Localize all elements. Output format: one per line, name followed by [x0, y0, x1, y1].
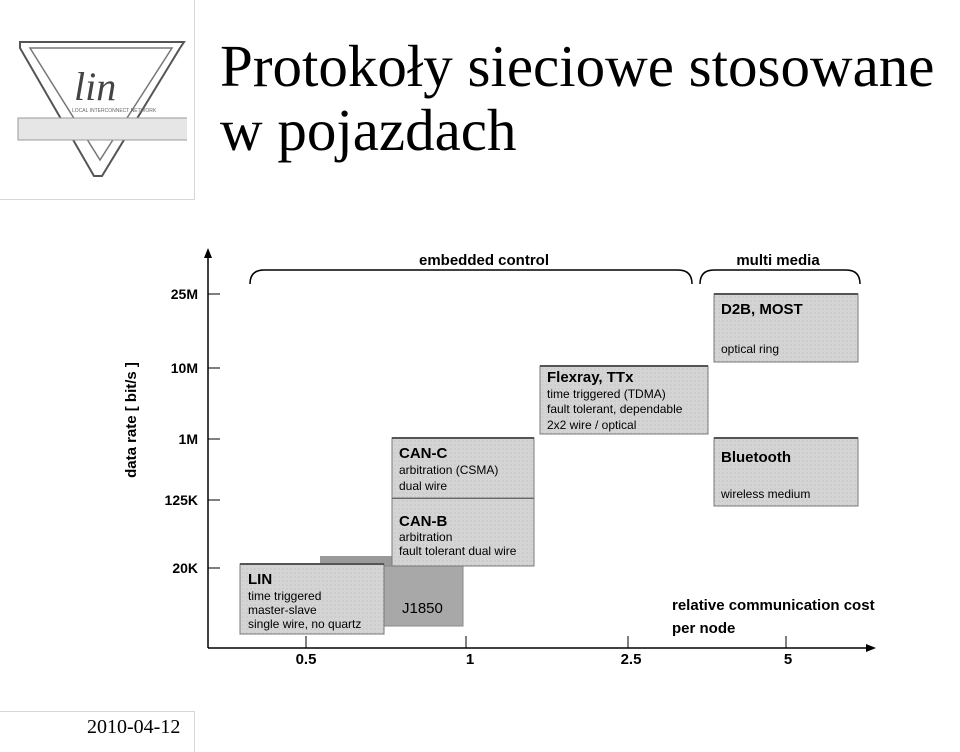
lin-logo-icon — [12, 38, 187, 178]
y-tick-10m: 10M — [170, 360, 198, 376]
brace-embedded-control — [250, 270, 692, 284]
box-detail-line: fault tolerant, dependable — [547, 402, 683, 416]
footer-date-panel — [0, 711, 195, 752]
page-title — [220, 34, 960, 162]
x-axis-label-line-1: relative communication cost — [672, 597, 875, 614]
x-tick-0-5: 0.5 — [295, 651, 317, 668]
box-d2b-most-title: D2B, MOST — [721, 301, 803, 318]
box-can-c-title: CAN-C — [399, 445, 448, 462]
box-detail-line: time triggered — [248, 589, 322, 603]
footer-date: 2010-04-12 — [87, 716, 181, 738]
y-tick-1m: 1M — [178, 431, 198, 447]
box-detail-line: optical ring — [721, 342, 780, 356]
x-tick-5: 5 — [783, 651, 793, 668]
box-detail-line: wireless medium — [721, 487, 811, 501]
box-detail-line: arbitration (CSMA) — [399, 463, 499, 477]
box-detail-line: 2x2 wire / optical — [547, 418, 637, 432]
box-detail-line: master-slave — [248, 603, 317, 617]
x-axis-arrow — [866, 644, 876, 652]
x-tick-2-5: 2.5 — [620, 651, 642, 668]
y-tick-20k: 20K — [172, 560, 198, 576]
box-lin-title: LIN — [248, 571, 273, 588]
group-label-multi-media: multi media — [736, 252, 820, 269]
box-flexray-title: Flexray, TTx — [547, 369, 634, 386]
box-detail-line: single wire, no quartz — [248, 617, 362, 631]
logo-subtext: LOCAL INTERCONNECT NETWORK — [72, 108, 157, 114]
logo-panel — [0, 0, 195, 200]
y-axis-label: data rate [ bit/s ] — [123, 362, 140, 478]
y-axis-arrow — [204, 248, 212, 258]
box-bluetooth-title: Bluetooth — [721, 449, 791, 466]
brace-multi-media — [700, 270, 860, 284]
title-line-1: Protokoły sieciowe stosowane — [220, 33, 935, 99]
box-detail-line: arbitration — [399, 530, 453, 544]
x-tick-1: 1 — [465, 651, 475, 668]
logo-text: lin — [74, 64, 117, 109]
box-detail-line: dual wire — [399, 479, 448, 493]
y-tick-125k: 125K — [164, 492, 198, 508]
box-detail-line: fault tolerant dual wire — [399, 544, 517, 558]
group-label-embedded-control: embedded control — [418, 252, 550, 269]
box-j1850-title: J1850 — [402, 600, 443, 617]
x-axis-label-line-2: per node — [672, 620, 736, 637]
box-can-b-title: CAN-B — [399, 513, 448, 530]
y-tick-25m: 25M — [170, 286, 198, 302]
box-detail-line: time triggered (TDMA) — [547, 387, 666, 401]
protocol-chart — [110, 240, 930, 680]
title-line-2: w pojazdach — [220, 97, 517, 163]
